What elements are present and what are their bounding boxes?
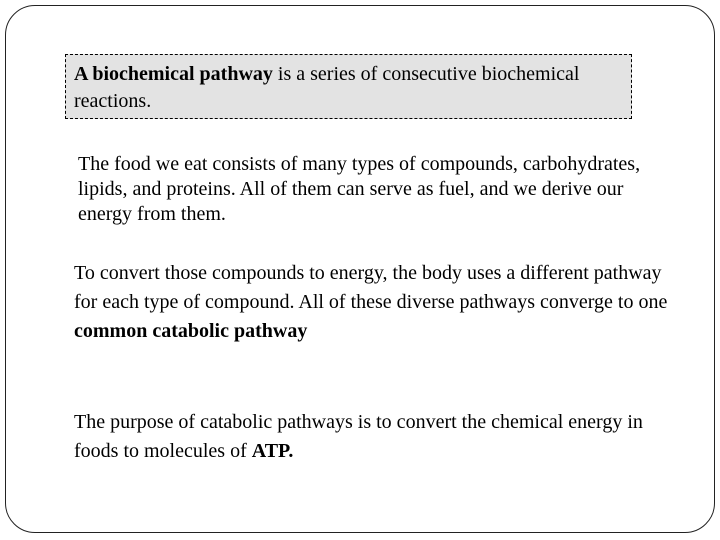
definition-box bbox=[65, 54, 632, 119]
purpose-paragraph-text: The purpose of catabolic pathways is to convert the chemical energy in foods to molecules of bbox=[74, 411, 643, 462]
convert-paragraph-text: To convert those compounds to energy, the body uses a different pathway for each type of compound. All of these diverse pathways converge to one bbox=[74, 262, 668, 313]
definition-text: is a series of consecutive biochemical reactions. bbox=[74, 63, 580, 112]
food-paragraph bbox=[78, 152, 668, 227]
convert-paragraph bbox=[74, 259, 674, 346]
definition-term: A biochemical pathway bbox=[74, 63, 273, 85]
purpose-paragraph bbox=[74, 408, 674, 466]
common-catabolic-pathway-term: common catabolic pathway bbox=[74, 320, 308, 342]
atp-term: ATP. bbox=[251, 440, 294, 462]
food-paragraph-text: The food we eat consists of many types of compounds, carbohydrates, lipids, and proteins. All of them can serve as fuel, and we derive our energy from them. bbox=[78, 153, 641, 225]
